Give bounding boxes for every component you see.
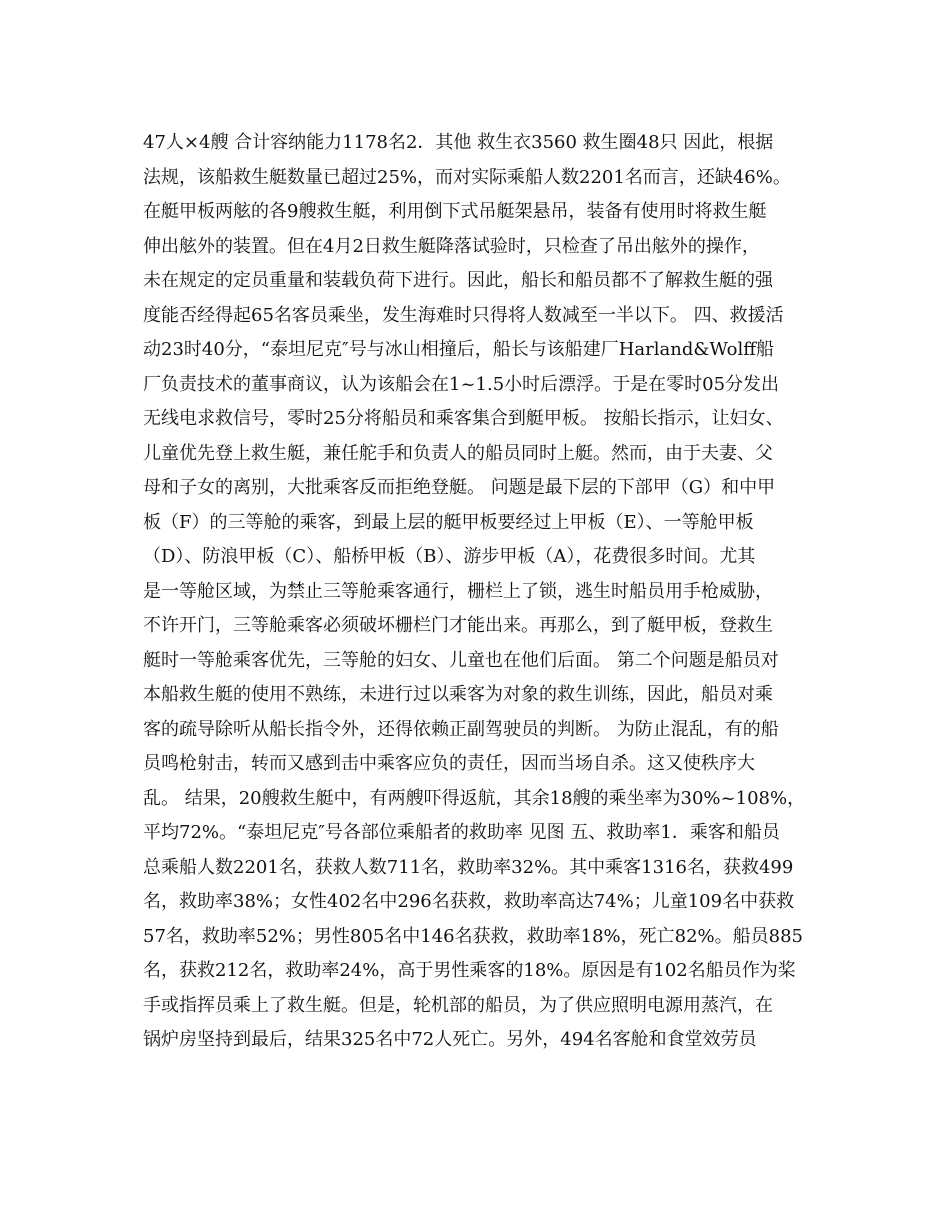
text-line-22: 总乘船人数2201名，获救人数711名，救助率32%。其中乘客1316名，获救499 [143,856,794,878]
text-line-27: 锅炉房坚持到最后，结果325名中72人死亡。另外，494名客舱和食堂效劳员 [143,1029,757,1050]
text-line-10: 儿童优先登上救生艇，兼任舵手和负责人的船员同时上艇。然而，由于夫妻、父 [143,442,773,464]
text-line-11: 母和子女的离别，大批乘客反而拒绝登艇。 问题是最下层的下部甲（G）和中甲 [143,477,776,498]
text-line-16: 艇时一等舱乘客优先，三等舱的妇女、儿童也在他们后面。 第二个问题是船员对 [143,649,779,671]
text-line-18: 客的疏导除听从船长指令外，还得依赖正副驾驶员的判断。 为防止混乱，有的船 [143,718,779,740]
text-line-23: 名，救助率38%；女性402名中296名获救，救助率高达74%；儿童109名中获救 [143,891,795,912]
text-line-9: 无线电求救信号，零时25分将船员和乘客集合到艇甲板。 按船长指示，让妇女、 [143,408,784,429]
text-line-8: 厂负责技术的董事商议，认为该船会在1~1.5小时后漂浮。于是在零时05分发出 [143,373,780,395]
text-line-14: 是一等舱区域，为禁止三等舱乘客通行，栅栏上了锁，逃生时船员用手枪威胁， [143,580,773,602]
text-line-15: 不许开门，三等舱乘客必须破坏栅栏门才能出来。再那么，到了艇甲板，登救生 [143,615,773,636]
text-line-7: 动23时40分，“泰坦尼克″号与冰山相撞后，船长与该船建厂Harland&Wolff船 [143,339,775,360]
text-line-5: 未在规定的定员重量和装载负荷下进行。因此，船长和船员都不了解救生艇的强 [143,270,773,291]
body-text [143,126,815,1058]
text-line-12: 板（F）的三等舱的乘客，到最上层的艇甲板要经过上甲板（E）、一等舱甲板 [143,511,754,533]
text-line-2: 法规，该船救生艇数量已超过25%，而对实际乘船人数2201名而言，还缺46%。 [143,166,791,188]
text-line-19: 员鸣枪射击，转而又感到击中乘客应负的责任，因而当场自杀。这又使秩序大 [143,753,755,774]
text-line-25: 名，获救212名，救助率24%，高于男性乘客的18%。原因是有102名船员作为桨 [143,960,796,981]
text-line-13: （D）、防浪甲板（C）、船桥甲板（B）、游步甲板（A），花费很多时间。尤其 [143,546,756,567]
text-line-3: 在艇甲板两舷的各9艘救生艇，利用倒下式吊艇架悬吊，装备有使用时将救生艇 [143,201,767,222]
text-line-6: 度能否经得起65名客员乘坐，发生海难时只得将人数减至一半以下。 四、救援活 [143,304,784,326]
text-line-1: 47人×4艘 合计容纳能力1178名2．其他 救生衣3560 救生圈48只 因此，根据 [143,132,774,153]
text-line-17: 本船救生艇的使用不熟练，未进行过以乘客为对象的救生训练，因此，船员对乘 [143,684,773,705]
text-line-21: 平均72%。“泰坦尼克″号各部位乘船者的救助率 见图 五、救助率1．乘客和船员 [143,822,780,843]
text-line-20: 乱。 结果，20艘救生艇中，有两艘吓得返航，其余18艘的乘坐率为30%~108%， [143,787,806,809]
text-line-4: 伸出舷外的装置。但在4月2日救生艇降落试验时，只检查了吊出舷外的操作， [143,235,760,257]
text-line-26: 手或指挥员乘上了救生艇。但是，轮机部的船员，为了供应照明电源用蒸汽，在 [143,994,773,1016]
text-line-24: 57名，救助率52%；男性805名中146名获救，救助率18%，死亡82%。船员885 [143,925,803,947]
